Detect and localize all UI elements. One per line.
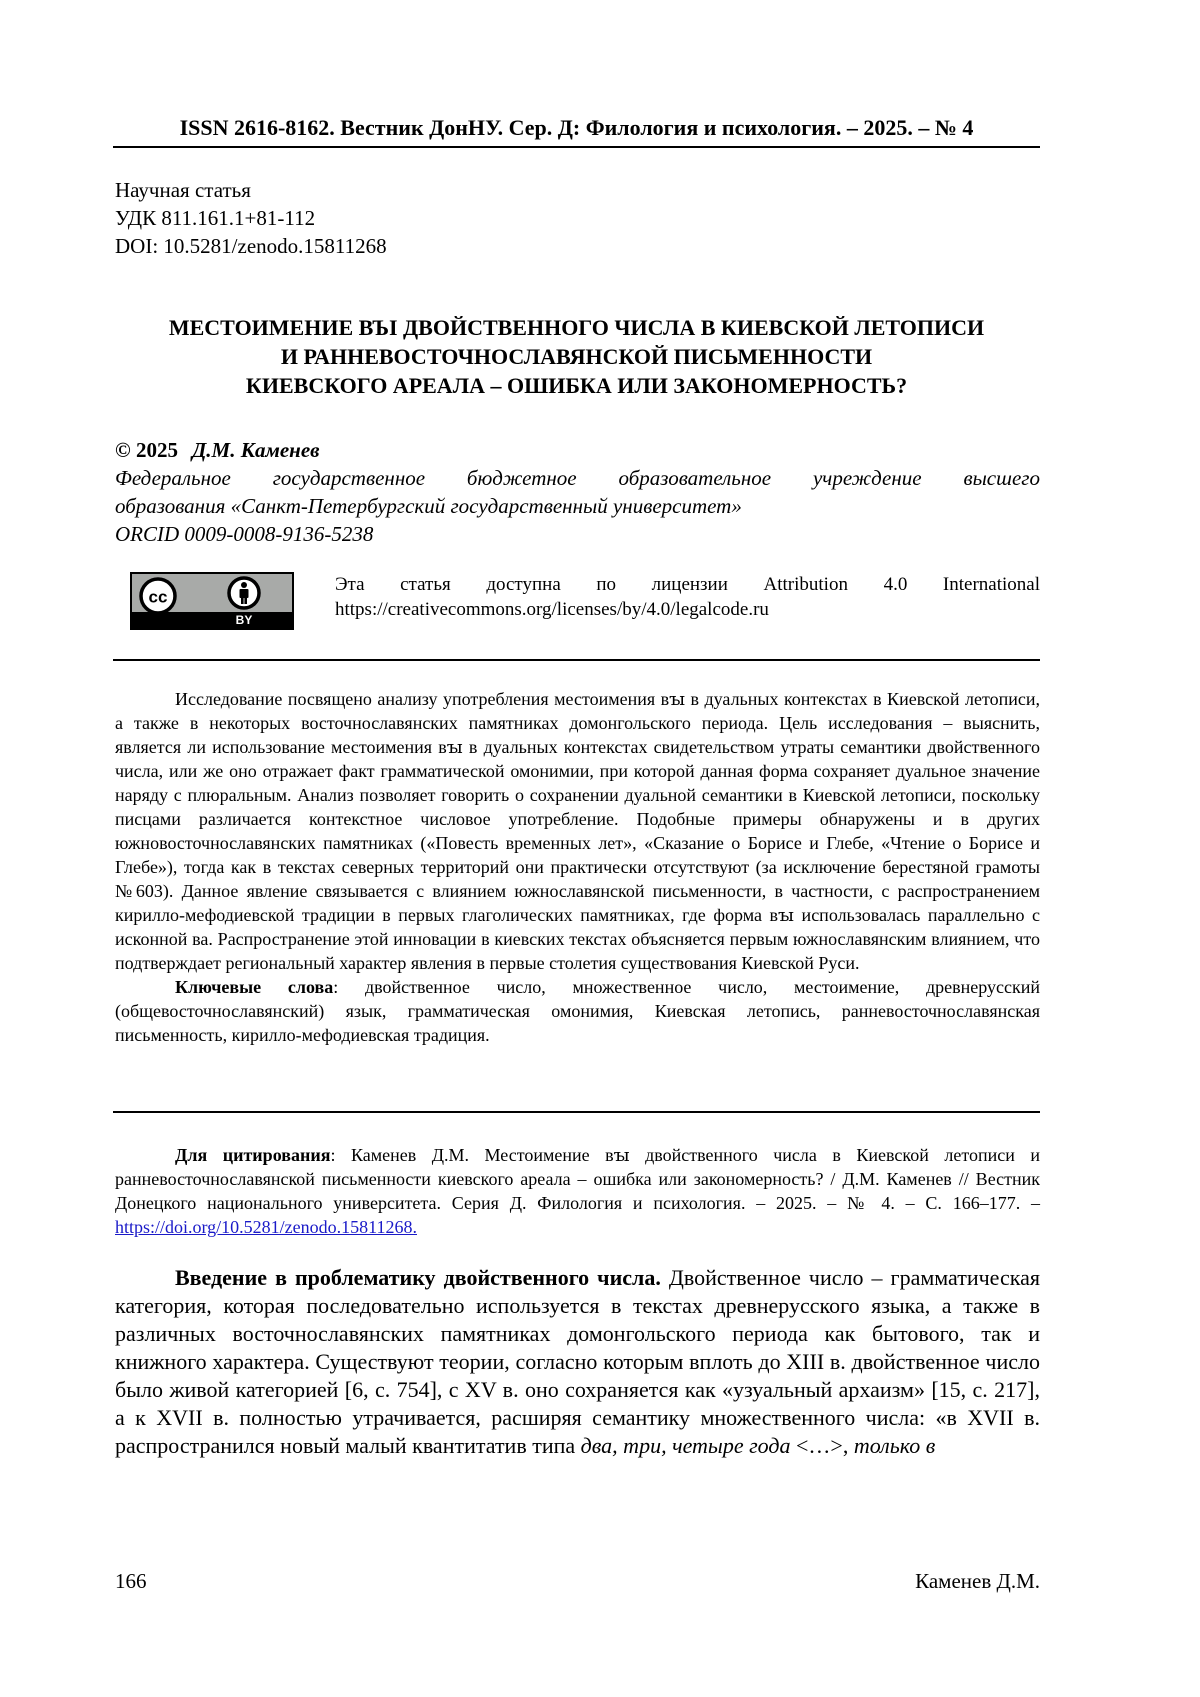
- keywords-label: Ключевые слова: [175, 977, 334, 997]
- intro-body-2: <…>,: [790, 1433, 854, 1458]
- intro-italic-2: только в: [853, 1433, 936, 1458]
- keywords: [115, 975, 1040, 1047]
- license-line-1: Эта статья доступна по лицензии Attribution 4.0 International: [335, 574, 1040, 595]
- keywords-list: : двойственное число, множественное число, местоимение, древнерусский (общевосточнославянский) язык, грамматическая омонимия, Киевская летопись, ранневосточнославянская письменность, кирилло-мефодиевская традиция.: [115, 977, 1041, 1045]
- article-title: [113, 313, 1040, 400]
- abstract-body: Исследование посвящено анализу употребления местоимения вꙑ в дуальных контекстах в Киевской летописи, а также в некоторых восточнославянских памятниках домонгольского периода. Цель исследования – выяснить, является ли использование местоимения вꙑ в дуальных контекстах свидетельством утраты семантики двойственного числа, или же оно отражает факт грамматической омонимии, при которой данная форма сохраняет дуальное значение наряду с плюральным. Анализ позволяет говорить о сохранении дуальной семантики в Киевской летописи, поскольку писцами различается контекстное числовое употребление. Подобные примеры обнаружены и в других южновосточнославянских памятниках («Повесть временных лет», «Сказание о Борисе и Глебе, «Чтение о Борисе и Глебе»), тогда как в текстах северных территорий они практически отсутствуют (за исключение берестяной грамоты №603). Данное явление связывается с влиянием южнославянской письменности, в частности, с распространением кирилло-мефодиевской традиции в первых глаголических памятниках, где форма вꙑ использовалась параллельно с исконной ва. Распространение этой инновации в киевских текстах объясняется первым южнославянским влиянием, что подтверждает региональный характер явления в первые столетия существования Киевской Руси.: [115, 689, 1040, 973]
- article-meta: [115, 176, 387, 260]
- affiliation-line-2: образования «Санкт-Петербургский государственный университет»: [115, 494, 742, 518]
- intro-body-1: Двойственное число – грамматическая категория, которая последовательно используется в текстах древнерусского языка, а также в различных восточнославянских памятниках домонгольского периода как бытового, так и книжного характера. Существуют теории, согласно которым вплоть до XIII в. двойственное число было живой категорией [6, с. 754], с XV в. оно сохраняется как «узуальный архаизм» [15, с. 217], а к XVII в. полностью утрачивается, расширяя семантику множественного числа: «в XVII в. распространился новый малый квантитатив типа: [115, 1265, 1040, 1458]
- intro-italic-1: два, три, четыре года: [580, 1433, 791, 1458]
- title-line-1: МЕСТОИМЕНИЕ ВЪI ДВОЙСТВЕННОГО ЧИСЛА В КИЕВСКОЙ ЛЕТОПИСИ: [168, 315, 985, 340]
- citation-doi-link[interactable]: https://doi.org/10.5281/zenodo.15811268.: [115, 1217, 417, 1237]
- abstract: [115, 687, 1040, 1047]
- cc-by-icon: [132, 574, 292, 614]
- running-header: ISSN 2616-8162. Вестник ДонНУ. Сер. Д: Филология и психология. – 2025. – № 4: [113, 114, 1040, 148]
- cc-by-badge[interactable]: [130, 572, 294, 630]
- title-line-3: КИЕВСКОГО АРЕАЛА – ОШИБКА ИЛИ ЗАКОНОМЕРНОСТЬ?: [245, 373, 908, 398]
- citation-label: Для цитирования: [175, 1145, 331, 1165]
- author-name: Д.М. Каменев: [191, 438, 320, 462]
- copyright: © 2025: [115, 438, 178, 462]
- cc-by-label: BY: [235, 613, 253, 627]
- title-line-2: И РАННЕВОСТОЧНОСЛАВЯНСКОЙ ПИСЬМЕННОСТИ: [280, 344, 873, 369]
- author-line: [115, 436, 320, 464]
- affiliation-line-1: Федеральное государственное бюджетное образовательное учреждение высшего: [115, 466, 1040, 490]
- footer-author: Каменев Д.М.: [915, 1569, 1040, 1593]
- udc-code: УДК 811.161.1+81-112: [115, 206, 316, 230]
- introduction: [115, 1264, 1040, 1460]
- svg-text:cc: cc: [148, 587, 168, 607]
- divider-top: [113, 659, 1040, 661]
- license-text: [335, 572, 1040, 622]
- page-number: 166: [115, 1569, 147, 1593]
- intro-heading: Введение в проблематику двойственного числа.: [175, 1265, 661, 1290]
- affiliation: [115, 464, 1040, 548]
- article-type: Научная статья: [115, 178, 251, 202]
- divider-bottom: [113, 1111, 1040, 1113]
- citation: [115, 1143, 1040, 1239]
- citation-text: : Каменев Д.М. Местоимение вꙑ двойственного числа в Киевской летописи и ранневосточнославянской письменности киевского ареала – ошибка или закономерность? / Д.М. Каменев // Вестник Донецкого национального университета. Серия Д. Филология и психология. – 2025. – № 4. – С. 166–177. –: [115, 1145, 1040, 1213]
- orcid[interactable]: ORCID 0009-0008-9136-5238: [115, 522, 374, 546]
- doi[interactable]: DOI: 10.5281/zenodo.15811268: [115, 234, 387, 258]
- license-url[interactable]: https://creativecommons.org/licenses/by/4.0/legalcode.ru: [335, 599, 769, 620]
